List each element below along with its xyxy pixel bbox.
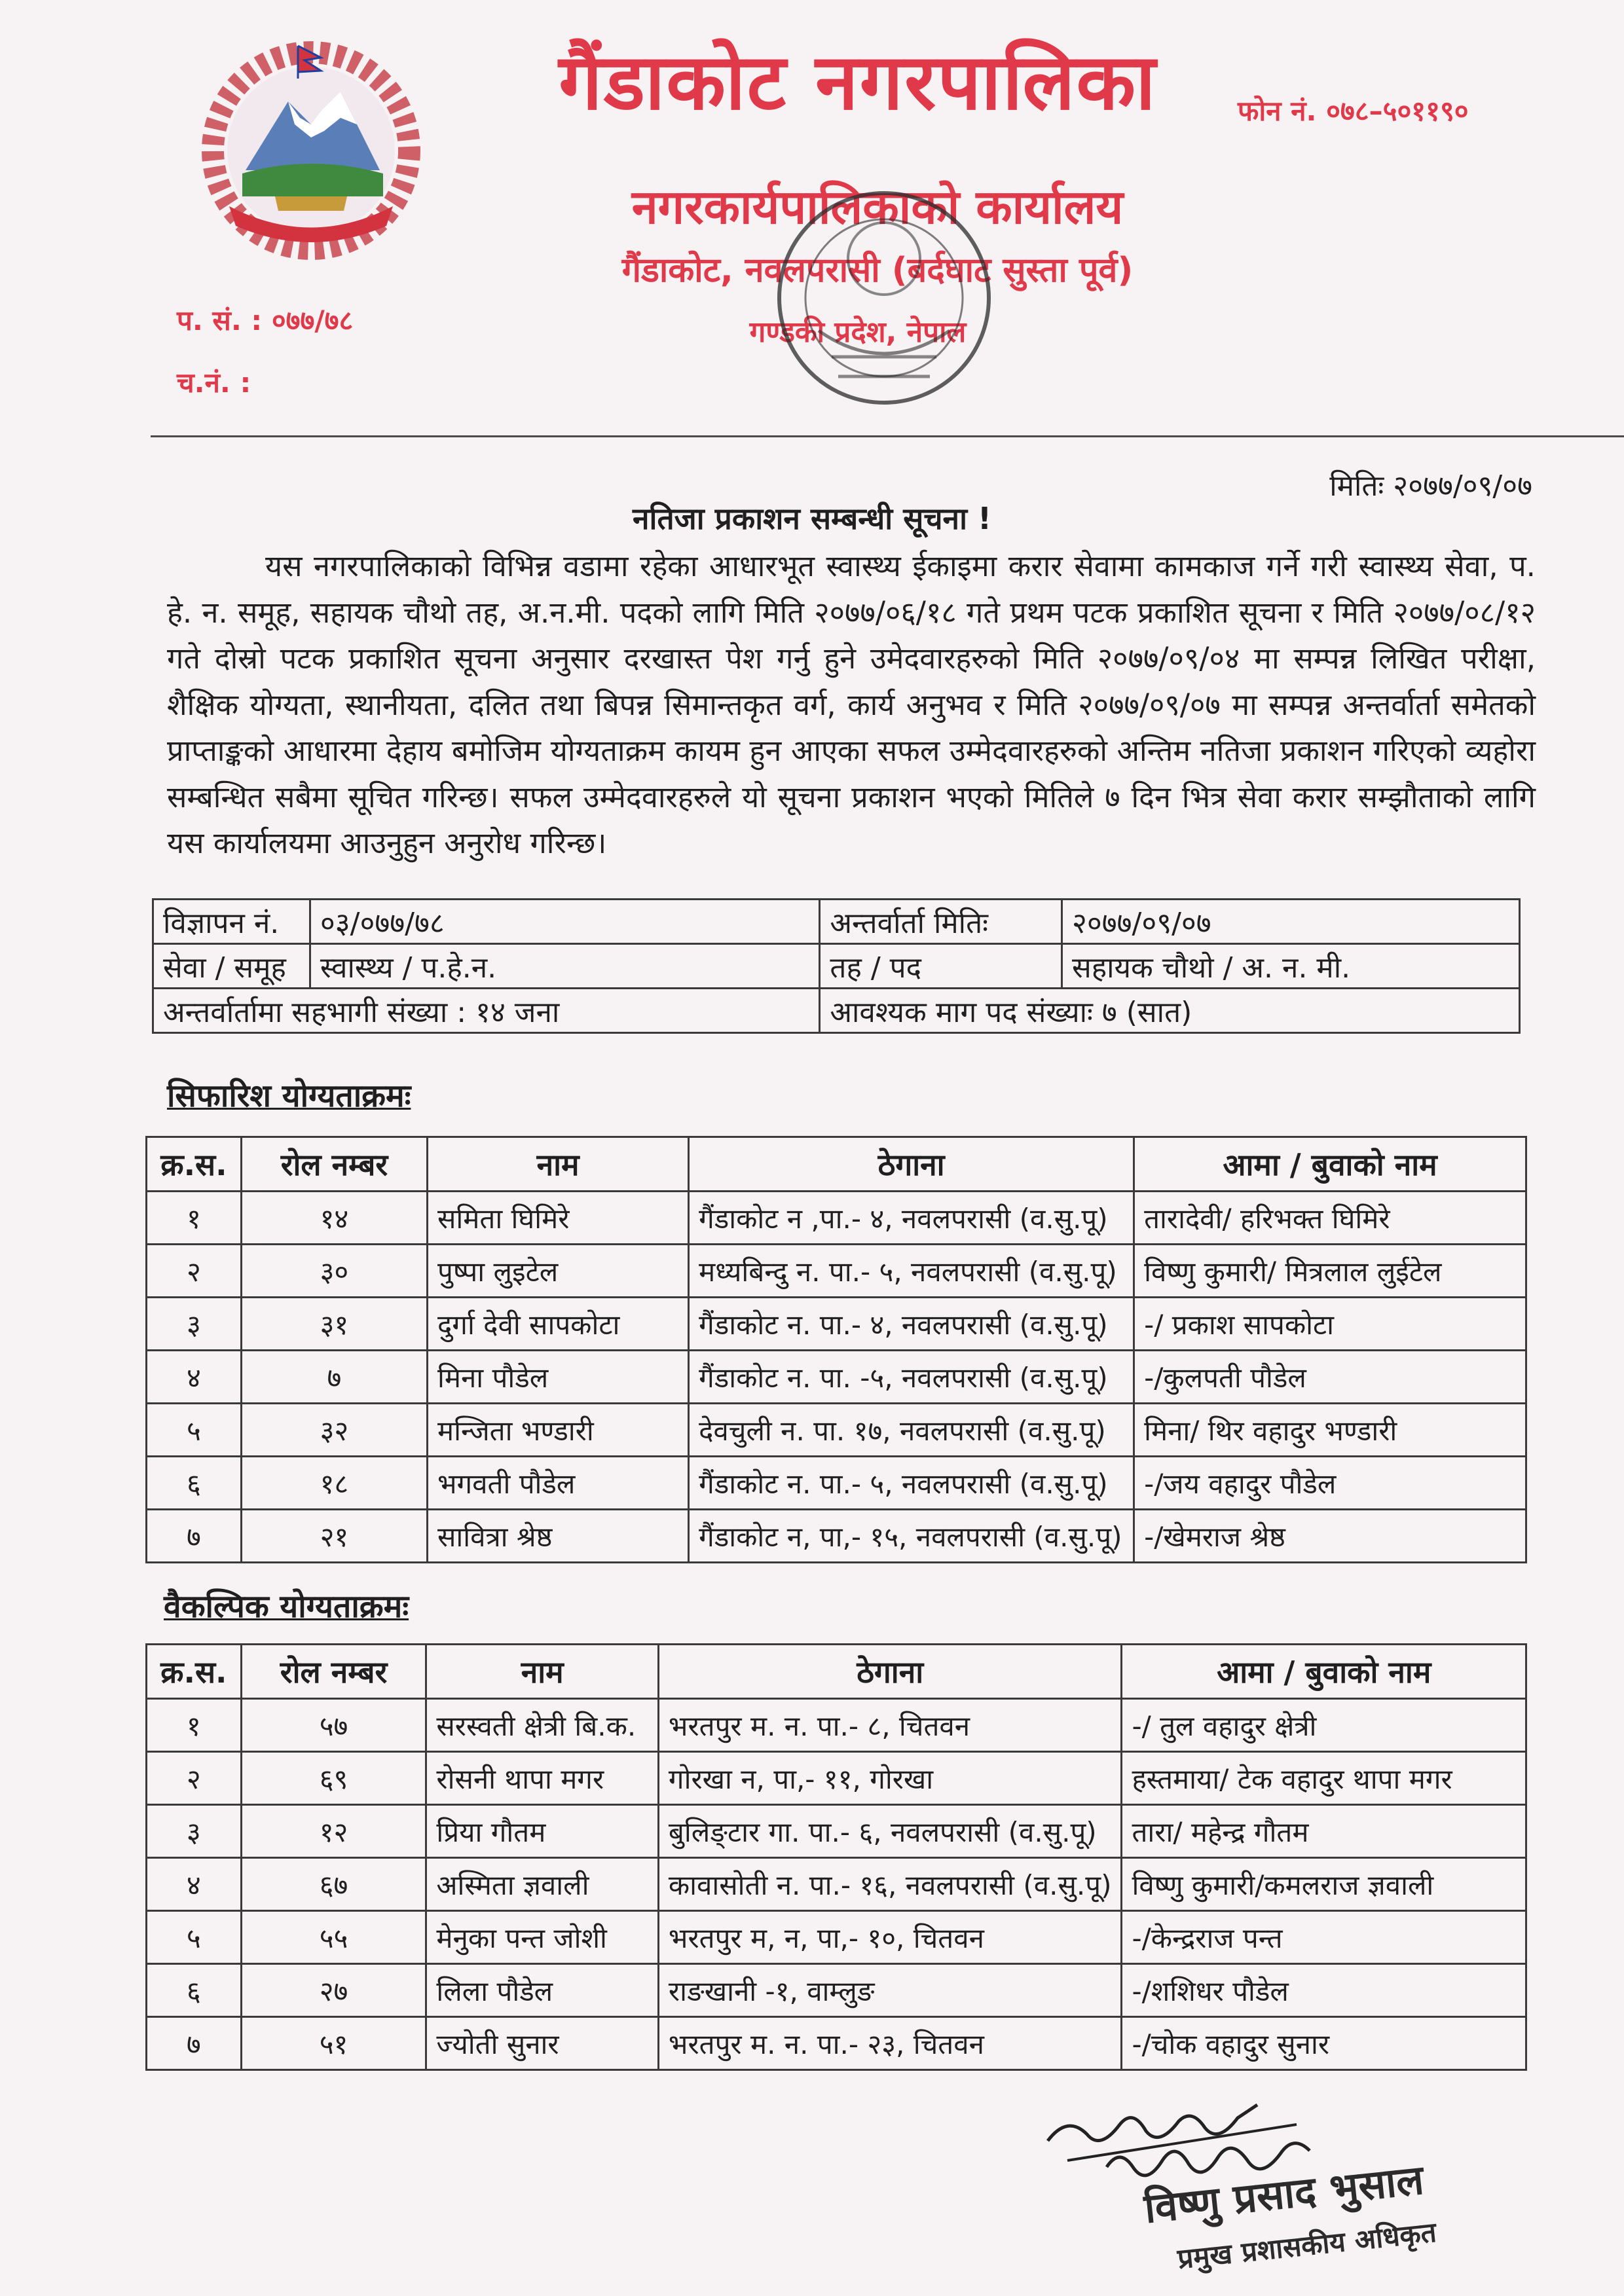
address-cell: गैंडाकोट न. पा.- ४, नवलपरासी (व.सु.पू) (689, 1298, 1134, 1351)
address-cell: राङखानी -१, वाम्लुङ (658, 1964, 1122, 2017)
col-sn: क्र.स. (147, 1137, 242, 1192)
address-cell: गैंडाकोट न. पा.- ५, नवलपरासी (व.सु.पू) (689, 1457, 1134, 1510)
parents-cell: -/केन्द्रराज पन्त (1122, 1911, 1526, 1964)
handwritten-signature (1022, 2088, 1480, 2285)
ad-number-value: ०३/०७७/७८ (310, 900, 819, 944)
table-row (147, 1510, 1526, 1563)
name-cell: लिला पौडेल (426, 1964, 659, 2017)
roll-cell: २७ (241, 1964, 426, 2017)
interview-date-label: अन्तर्वार्ता मितिः (820, 900, 1062, 944)
sn-cell: ७ (147, 1510, 242, 1563)
name-cell: ज्योती सुनार (426, 2017, 659, 2070)
roll-cell: ५७ (241, 1699, 426, 1752)
sn-cell: ५ (147, 1404, 242, 1457)
parents-cell: -/खेमराज श्रेष्ठ (1134, 1510, 1526, 1563)
table-row (147, 1858, 1526, 1911)
roll-cell: २१ (241, 1510, 427, 1563)
col-address: ठेगाना (658, 1645, 1122, 1699)
sn-cell: ५ (147, 1911, 242, 1964)
recommended-section-title: सिफारिश योग्यताक्रमः (167, 1078, 411, 1114)
notice-paragraph: यस नगरपालिकाको विभिन्न वडामा रहेका आधारभूत स्वास्थ्य ईकाइमा करार सेवामा कामकाज गर्ने गरी स्वास्थ्य सेवा, प. हे. न. समूह, सहायक चौथो तह, अ.न.मी. पदको लागि मिति २०७७/०६/१८ गते प्रथम पटक प्रकाशित सूचना र मिति २०७७/०८/१२ गते दोस्रो पटक प्रकाशित सूचना अनुसार दरखास्त पेश गर्नु हुने उमेदवारहरुको मिति २०७७/०९/०४ मा सम्पन्न लिखित परीक्षा, शैक्षिक योग्यता, स्थानीयता, दलित तथा बिपन्न सिमान्तकृत वर्ग, कार्य अनुभव र मिति २०७७/०९/०७ मा सम्पन्न अन्तर्वार्ता समेतको प्राप्ताङ्कको आधारमा देहाय बमोजिम योग्यताक्रम कायम हुन आएका सफल उम्मेदवारहरुको अन्तिम नतिजा प्रकाशन गरिएको व्यहोरा सम्बन्धित सबैमा सूचित गरिन्छ। सफल उम्मेदवारहरुले यो सूचना प्रकाशन भएको मितिले ७ दिन भित्र सेवा करार सम्झौताको लागि यस कार्यालयमा आउनुहुन अनुरोध गरिन्छ। (167, 549, 1536, 860)
table-row (147, 1351, 1526, 1404)
address-cell: मध्यबिन्दु न. पा.- ५, नवलपरासी (व.सु.पू) (689, 1245, 1134, 1298)
roll-cell: ६९ (241, 1752, 426, 1805)
col-sn: क्र.स. (147, 1645, 242, 1699)
table-row (147, 1699, 1526, 1752)
address-cell: गोरखा न, पा,- ११, गोरखा (658, 1752, 1122, 1805)
svg-text:प्रमुख प्रशासकीय अधिकृत: प्रमुख प्रशासकीय अधिकृत (1175, 2215, 1438, 2275)
recommended-rows (147, 1192, 1526, 1563)
vacancy-info-table (152, 898, 1521, 1034)
reference-number: प. सं. : ०७७/७८ (177, 304, 354, 337)
notice-body (167, 543, 1536, 867)
table-header-row (147, 1645, 1526, 1699)
address-cell: भरतपुर म. न. पा.- ८, चितवन (658, 1699, 1122, 1752)
parents-cell: तारा/ महेन्द्र गौतम (1122, 1805, 1526, 1858)
name-cell: अस्मिता ज्ञवाली (426, 1858, 659, 1911)
roll-cell: १८ (241, 1457, 427, 1510)
sn-cell: ३ (147, 1805, 242, 1858)
address-cell: भरतपुर म, न, पा,- १०, चितवन (658, 1911, 1122, 1964)
col-roll: रोल नम्बर (241, 1645, 426, 1699)
dispatch-number: च.नं. : (177, 367, 251, 399)
sn-cell: ३ (147, 1298, 242, 1351)
office-title: नगरकार्यपालिकाको कार्यालय (631, 179, 1124, 234)
notice-subject: नतिजा प्रकाशन सम्बन्धी सूचना ! (633, 501, 991, 536)
col-roll: रोल नम्बर (241, 1137, 427, 1192)
roll-cell: १४ (241, 1192, 427, 1245)
parents-cell: विष्णु कुमारी/कमलराज ज्ञवाली (1122, 1858, 1526, 1911)
level-label: तह / पद (820, 944, 1062, 989)
address-cell: गैंडाकोट न. पा. -५, नवलपरासी (व.सु.पू) (689, 1351, 1134, 1404)
table-row (147, 1457, 1526, 1510)
name-cell: सावित्रा श्रेष्ठ (428, 1510, 689, 1563)
sn-cell: ४ (147, 1351, 242, 1404)
name-cell: भगवती पौडेल (428, 1457, 689, 1510)
nepal-emblem-logo (190, 39, 432, 262)
sn-cell: ४ (147, 1858, 242, 1911)
parents-cell: -/शशिधर पौडेल (1122, 1964, 1526, 2017)
province-name: गण्डकी प्रदेश, नेपाल (749, 316, 967, 349)
alternate-table (145, 1643, 1527, 2071)
address-cell: गैंडाकोट न ,पा.- ४, नवलपरासी (व.सु.पू) (689, 1192, 1134, 1245)
table-row (147, 1404, 1526, 1457)
sn-cell: १ (147, 1699, 242, 1752)
table-row (147, 1964, 1526, 2017)
col-address: ठेगाना (689, 1137, 1134, 1192)
sn-cell: ७ (147, 2017, 242, 2070)
svg-text:विष्णु प्रसाद भुसाल: विष्णु प्रसाद भुसाल (1141, 2155, 1426, 2232)
address-cell: बुलिङ्टार गा. पा.- ६, नवलपरासी (व.सु.पू) (658, 1805, 1122, 1858)
name-cell: मन्जिता भण्डारी (428, 1404, 689, 1457)
parents-cell: -/चोक वहादुर सुनार (1122, 2017, 1526, 2070)
alternate-section-title: वैकल्पिक योग्यताक्रमः (164, 1588, 409, 1625)
col-parents: आमा / बुवाको नाम (1122, 1645, 1526, 1699)
address-cell: भरतपुर म. न. पा.- २३, चितवन (658, 2017, 1122, 2070)
col-parents: आमा / बुवाको नाम (1134, 1137, 1526, 1192)
sn-cell: २ (147, 1245, 242, 1298)
roll-cell: ३२ (241, 1404, 427, 1457)
col-name: नाम (428, 1137, 689, 1192)
sn-cell: ६ (147, 1964, 242, 2017)
table-row (147, 1752, 1526, 1805)
sn-cell: १ (147, 1192, 242, 1245)
parents-cell: मिना/ थिर वहादुर भण्डारी (1134, 1404, 1526, 1457)
recommended-table (145, 1136, 1527, 1563)
name-cell: प्रिया गौतम (426, 1805, 659, 1858)
sn-cell: ६ (147, 1457, 242, 1510)
roll-cell: ३० (241, 1245, 427, 1298)
parents-cell: -/कुलपती पौडेल (1134, 1351, 1526, 1404)
notice-date: मितिः २०७७/०९/०७ (1329, 469, 1532, 503)
col-name: नाम (426, 1645, 659, 1699)
name-cell: दुर्गा देवी सापकोटा (428, 1298, 689, 1351)
parents-cell: हस्तमाया/ टेक वहादुर थापा मगर (1122, 1752, 1526, 1805)
sn-cell: २ (147, 1752, 242, 1805)
table-row (147, 1298, 1526, 1351)
roll-cell: ६७ (241, 1858, 426, 1911)
header-divider (151, 435, 1624, 437)
ad-number-label: विज्ञापन नं. (153, 900, 310, 944)
address-cell: गैंडाकोट न, पा,- १५, नवलपरासी (व.सु.पू) (689, 1510, 1134, 1563)
name-cell: सरस्वती क्षेत्री बि.क. (426, 1699, 659, 1752)
name-cell: मिना पौडेल (428, 1351, 689, 1404)
roll-cell: ३१ (241, 1298, 427, 1351)
service-value: स्वास्थ्य / प.हे.न. (310, 944, 819, 989)
required-posts: आवश्यक माग पद संख्याः ७ (सात) (820, 989, 1520, 1033)
table-row (147, 1911, 1526, 1964)
parents-cell: -/ तुल वहादुर क्षेत्री (1122, 1699, 1526, 1752)
roll-cell: ५५ (241, 1911, 426, 1964)
name-cell: रोसनी थापा मगर (426, 1752, 659, 1805)
name-cell: समिता घिमिरे (428, 1192, 689, 1245)
address-cell: कावासोती न. पा.- १६, नवलपरासी (व.सु.पू) (658, 1858, 1122, 1911)
address-cell: देवचुली न. पा. १७, नवलपरासी (व.सु.पू) (689, 1404, 1134, 1457)
municipality-title: गैंडाकोट नगरपालिका (559, 37, 1157, 127)
parents-cell: विष्णु कुमारी/ मित्रलाल लुईटेल (1134, 1245, 1526, 1298)
name-cell: मेनुका पन्त जोशी (426, 1911, 659, 1964)
phone-number: फोन नं. ०७८–५०११९० (1238, 95, 1469, 127)
participants-count: अन्तर्वार्तामा सहभागी संख्या : १४ जना (153, 989, 820, 1033)
table-row (147, 1245, 1526, 1298)
table-row (147, 2017, 1526, 2070)
table-row (147, 1192, 1526, 1245)
roll-cell: ७ (241, 1351, 427, 1404)
table-header-row (147, 1137, 1526, 1192)
roll-cell: १२ (241, 1805, 426, 1858)
parents-cell: -/जय वहादुर पौडेल (1134, 1457, 1526, 1510)
parents-cell: तारादेवी/ हरिभक्त घिमिरे (1134, 1192, 1526, 1245)
interview-date-value: २०७७/०९/०७ (1061, 900, 1519, 944)
parents-cell: -/ प्रकाश सापकोटा (1134, 1298, 1526, 1351)
roll-cell: ५१ (241, 2017, 426, 2070)
office-stamp (766, 180, 1002, 422)
service-label: सेवा / समूह (153, 944, 310, 989)
level-value: सहायक चौथो / अ. न. मी. (1061, 944, 1519, 989)
table-row (147, 1805, 1526, 1858)
office-address: गैंडाकोट, नवलपरासी (बर्दघाट सुस्ता पूर्व) (621, 251, 1134, 290)
name-cell: पुष्पा लुइटेल (428, 1245, 689, 1298)
alternate-rows (147, 1699, 1526, 2070)
